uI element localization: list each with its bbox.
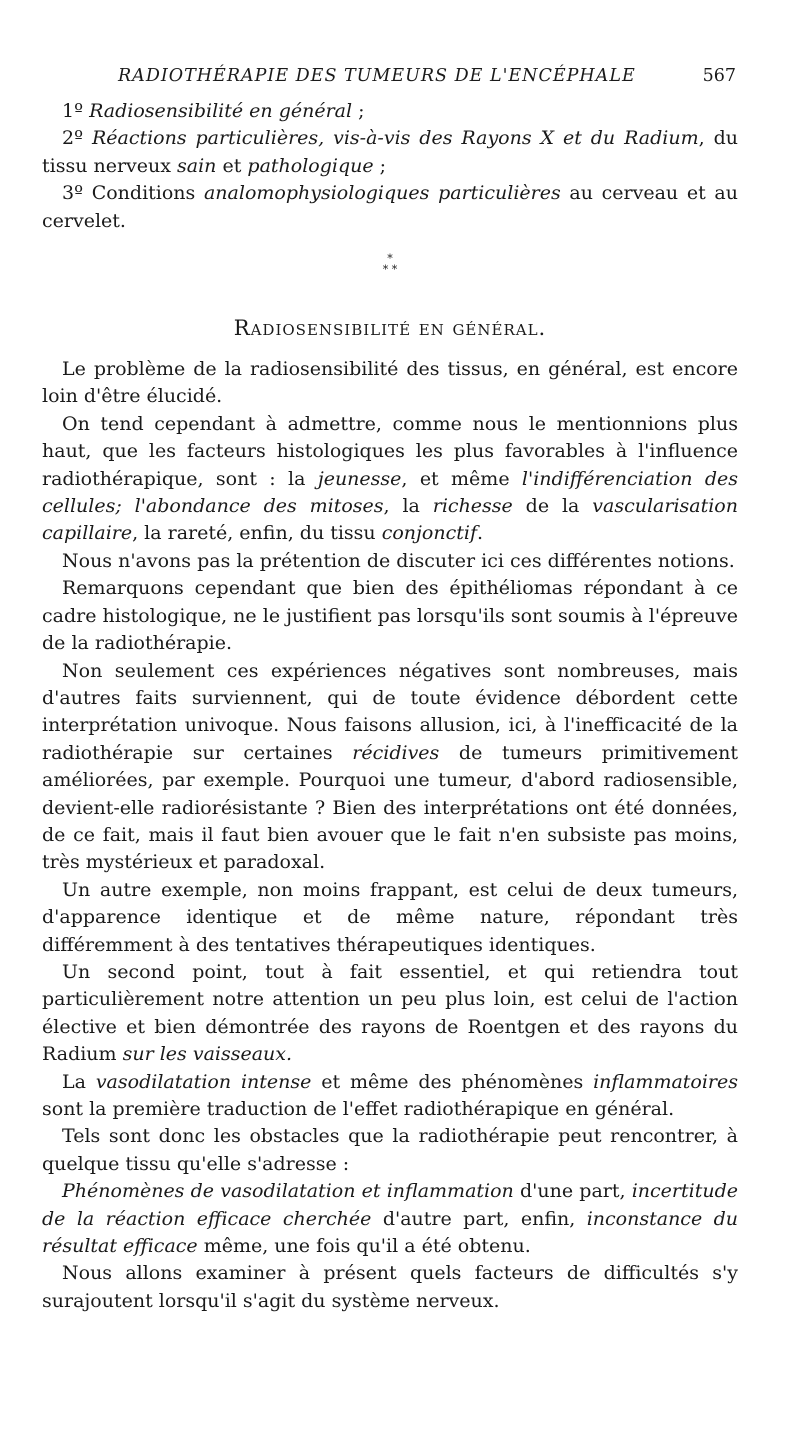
list-item-2-em2: pathologique	[247, 154, 374, 177]
paragraph-2-d: de la	[512, 495, 593, 518]
paragraph-10	[42, 1178, 738, 1260]
paragraph-10-em1: Phénomènes de vasodilatation et inflammation	[62, 1180, 514, 1203]
list-item-2-and: et	[216, 154, 248, 177]
asterism-bottom-stars: * *	[382, 263, 398, 277]
paragraph-2-a: On tend cependant à admettre, comme nous le mentionnions plus haut, que les facteurs histologiques les plus favorables à l'influence radiothérapique, sont : la	[42, 412, 738, 490]
paragraph-5-b: de tumeurs primitivement améliorées, par exemple. Pourquoi une tumeur, d'abord radiosensible, devient-elle radiorésistante ? Bien des interprétations ont été données, de ce fait, mais il faut bien avouer que le fait n'en subsiste pas moins, très mystérieux et paradoxal.	[42, 741, 739, 874]
paragraph-6: Un autre exemple, non moins frappant, est celui de deux tumeurs, d'apparence identique et de même nature, répondant très différemment à des tentatives thérapeutiques identiques.	[42, 878, 738, 956]
list-item-2-number: 2º	[62, 127, 92, 150]
running-head-title: RADIOTHÉRAPIE DES TUMEURS DE L'ENCÉPHALE	[118, 66, 636, 86]
list-item-2-text: Réactions particulières, vis-à-vis des Rayons X et du Radium	[91, 127, 699, 150]
paragraph-8-c: sont la première traduction de l'effet radiothérapique en général.	[42, 1098, 675, 1120]
paragraph-5	[42, 658, 738, 877]
list-item-3-text: analomophysiologiques particulières	[203, 182, 561, 205]
paragraph-2	[42, 411, 738, 548]
paragraph-10-b: d'autre part, enfin,	[371, 1207, 587, 1230]
section-heading: Radiosensibilité en général.	[233, 316, 547, 341]
paragraph-10-em2: incertitude de la réaction efficace cherchée	[42, 1180, 738, 1230]
list-item-3-tail: au cerveau et au cervelet.	[42, 182, 738, 232]
paragraph-2-em4: vascularisation capillaire	[42, 495, 738, 545]
paragraph-2-em5: conjonctif	[381, 522, 477, 545]
paragraph-5-em1: récidives	[352, 741, 440, 764]
paragraph-10-c: même, une fois qu'il a été obtenu.	[197, 1235, 531, 1258]
paragraph-2-f: .	[477, 522, 484, 545]
paragraph-2-em1: jeunesse	[317, 467, 402, 490]
paragraph-10-em3: inconstance du résultat efficace	[42, 1207, 739, 1258]
paragraph-7	[42, 959, 738, 1069]
list-item-3	[42, 180, 738, 235]
paragraph-2-em3: richesse	[432, 495, 513, 518]
paragraph-7-a: Un second point, tout à fait essentiel, et qui retiendra tout particulièrement notre attention un peu plus loin, est celui de l'action élective et bien démontrée des rayons de Roentgen et des rayons du Radium	[42, 960, 738, 1066]
list-item-1-tail: ;	[352, 100, 365, 122]
paragraph-8	[42, 1069, 738, 1124]
paragraph-5-a: Non seulement ces expériences négatives sont nombreuses, mais d'autres faits surviennent, qui de toute évidence débordent cette interprétation univoque. Nous faisons allusion, ici, à l'inefficacité de la radiothérapie sur certaines	[42, 659, 738, 764]
asterism-top-star: *	[387, 252, 393, 266]
list-item-2-em1: sain	[177, 154, 217, 177]
paragraph-10-a: d'une part,	[513, 1180, 632, 1203]
list-item-2	[42, 125, 738, 180]
paragraph-8-b: et même des phénomènes	[311, 1070, 594, 1093]
page-body	[42, 98, 738, 1315]
paragraph-11: Nous allons examiner à présent quels facteurs de difficultés s'y surajoutent lorsqu'il s'agit du système nerveux.	[42, 1262, 738, 1312]
paragraph-9: Tels sont donc les obstacles que la radiothérapie peut rencontrer, à quelque tissu qu'elle s'adresse :	[42, 1125, 738, 1175]
paragraph-2-b: , et même	[401, 467, 522, 490]
paragraph-4: Remarquons cependant que bien des épithéliomas répondant à ce cadre histologique, ne le justifient pas lorsqu'ils sont soumis à l'épreuve de la radiothérapie.	[42, 577, 738, 655]
list-item-1	[42, 98, 738, 125]
paragraph-7-em1: sur les vaisseaux.	[122, 1043, 293, 1066]
list-item-1-number: 1º	[62, 100, 90, 122]
list-item-3-number: 3º Conditions	[62, 182, 204, 205]
paragraph-1: Le problème de la radiosensibilité des tissus, en général, est encore loin d'être élucidé.	[42, 358, 738, 408]
list-item-2-tail: ;	[373, 154, 387, 177]
paragraph-2-c: , la	[383, 495, 433, 518]
list-item-1-text: Radiosensibilité en général	[89, 100, 353, 122]
asterism-separator	[42, 253, 738, 275]
list-item-2-mid: , du tissu nerveux	[42, 127, 738, 177]
paragraph-8-a: La	[62, 1070, 96, 1093]
paragraph-2-em2: l'indifférenciation des cellules; l'abondance des mitoses	[42, 467, 738, 518]
page-number: 567	[702, 66, 736, 86]
paragraph-8-em2: inflammatoires	[593, 1070, 739, 1093]
paragraph-3: Nous n'avons pas la prétention de discuter ici ces différentes notions.	[62, 549, 735, 572]
paragraph-8-em1: vasodilatation intense	[95, 1070, 312, 1093]
paragraph-2-e: , la rareté, enfin, du tissu	[132, 522, 382, 545]
